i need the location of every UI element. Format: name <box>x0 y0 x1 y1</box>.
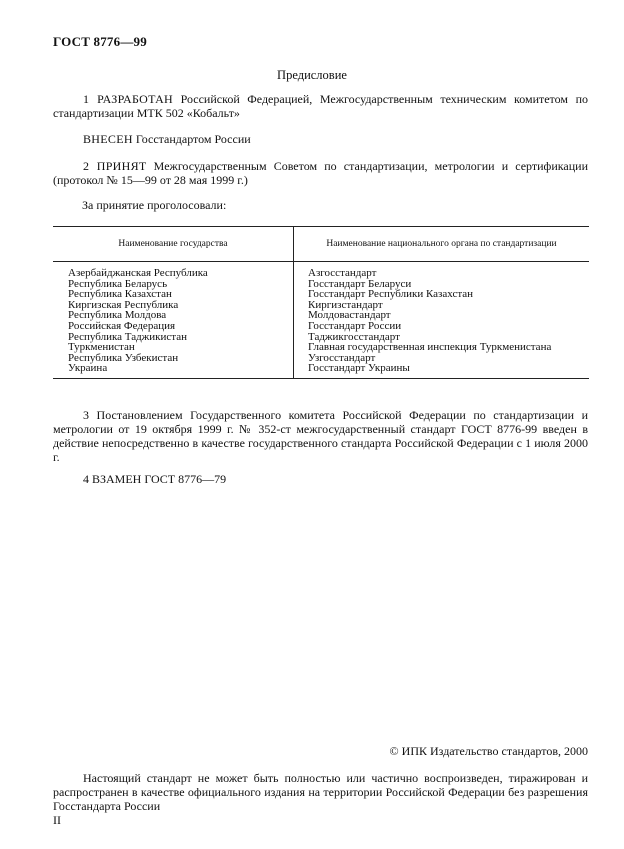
state-cell: Республика Беларусь <box>53 279 294 290</box>
authority-cell: Молдовастандарт <box>308 309 391 322</box>
item-introduced-keyword: ВНЕСЕН <box>83 132 133 146</box>
authority-cell: Госстандарт России <box>308 319 402 332</box>
header-authority: Наименование национального органа по стандартизации <box>294 227 590 262</box>
document-id: ГОСТ 8776—99 <box>53 34 147 49</box>
item-introduced <box>53 132 588 146</box>
table-row <box>53 363 589 378</box>
page-number: II <box>53 813 61 827</box>
state-cell: Республика Узбекистан <box>53 353 294 364</box>
item-adopted-keyword: 2 ПРИНЯТ <box>83 159 147 173</box>
table-header-row <box>53 227 589 262</box>
state-cell: Российская Федерация <box>53 321 294 332</box>
authority-cell: Таджикгосстандарт <box>308 330 400 343</box>
authority-cell: Госстандарт Украины <box>294 363 590 378</box>
authority-cell: Киргизстандарт <box>308 298 383 311</box>
authority-cell: Узгосстандарт <box>308 351 376 364</box>
authority-cell: Госстандарт Республики Казахстан <box>308 288 474 301</box>
item-developed-keyword: 1 РАЗРАБОТАН <box>83 92 174 106</box>
states-table <box>53 226 589 379</box>
item-adopted <box>53 159 588 187</box>
vote-intro: За принятие проголосовали: <box>82 198 227 212</box>
state-cell: Республика Молдова <box>53 310 294 321</box>
header-state: Наименование государства <box>53 227 294 262</box>
item-developed-text: Российской Федерацией, Межгосударственным техническим комитетом по стандартизации МТК 502 «Кобальт» <box>53 92 588 120</box>
authority-cell: Азгосстандарт <box>308 267 377 279</box>
item-developed <box>53 92 588 120</box>
state-cell: Украина <box>53 363 294 378</box>
item-introduced-text: Госстандартом России <box>132 132 251 146</box>
reproduction-notice: Настоящий стандарт не может быть полностью или частично воспроизведен, тиражирован и распространен в качестве официального издания на территории Российской Федерации без разрешения Госстандарта России <box>53 771 588 813</box>
state-cell: Республика Таджикистан <box>53 332 294 343</box>
state-cell: Азербайджанская Республика <box>53 262 294 279</box>
copyright-notice: © ИПК Издательство стандартов, 2000 <box>389 744 588 758</box>
state-cell: Республика Казахстан <box>53 289 294 300</box>
state-cell: Киргизская Республика <box>53 300 294 311</box>
item-replaces: 4 ВЗАМЕН ГОСТ 8776—79 <box>83 472 227 486</box>
preface-title: Предисловие <box>277 68 347 82</box>
authority-cell: Госстандарт Беларуси <box>308 277 412 290</box>
item-adopted-text: Межгосударственным Советом по стандартизации, метрологии и сертификации (протокол № 15—99 от 28 мая 1999 г.) <box>53 159 588 187</box>
table-row <box>53 262 589 279</box>
state-cell: Туркменистан <box>53 342 294 353</box>
table-row <box>53 321 589 332</box>
authority-cell: Главная государственная инспекция Туркменистана <box>308 341 552 354</box>
item-enacted: 3 Постановлением Государственного комитета Российской Федерации по стандартизации и метрологии от 19 октября 1999 г. № 352-ст межгосударственный стандарт ГОСТ 8776-99 введен в действие непосредственно в качестве государственного стандарта Российской Федерации с 1 июля 2000 г. <box>53 408 588 464</box>
